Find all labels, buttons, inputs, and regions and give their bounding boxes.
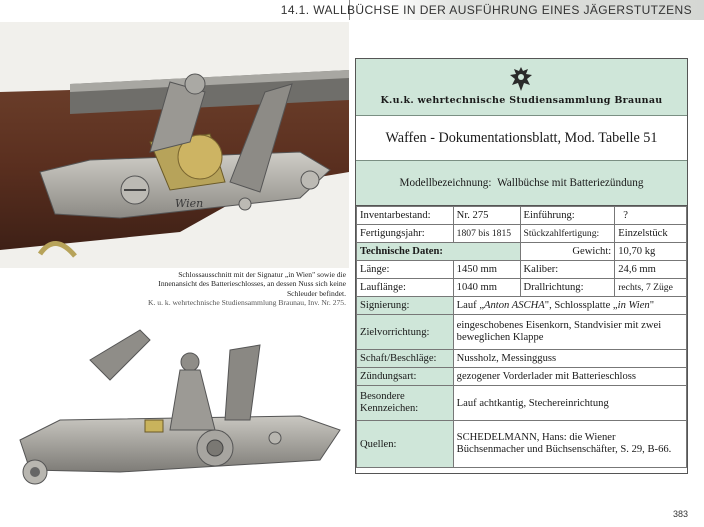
model-value: Wallbüchse mit Batteriezündung [497, 177, 644, 189]
signature-text-5: " [649, 300, 655, 311]
table-cell: 1450 mm [453, 261, 520, 279]
data-table [356, 206, 687, 468]
table-cell: rechts, 7 Züge [615, 279, 687, 297]
page-number: 383 [672, 509, 688, 519]
table-row [357, 225, 687, 243]
table-cell: 1040 mm [453, 279, 520, 297]
table-cell: Nr. 275 [453, 207, 520, 225]
table-cell: 1807 bis 1815 [453, 225, 520, 243]
form-title: Waffen - Dokumentationsblatt, Mod. Tabelle 51 [356, 116, 687, 161]
photo-caption [140, 270, 346, 308]
running-header-title: 14.1. WALLBÜCHSE IN DER AUSFÜHRUNG EINES JÄGERSTUTZENS [280, 3, 692, 17]
table-cell: Länge: [357, 261, 454, 279]
model-label: Modellbezeichnung: [399, 177, 492, 189]
institution-band [356, 59, 687, 116]
table-cell: Fertigungsjahr: [357, 225, 454, 243]
table-cell: Technische Daten: [357, 243, 521, 261]
signature-barrel-maker: Anton ASCHA [484, 300, 545, 311]
table-cell: SCHEDELMANN, Hans: die Wiener Büchsenmacher und Büchsenschäfter, S. 29, B-66. [453, 421, 686, 468]
lock-interior-illustration [0, 320, 349, 520]
table-cell: Signierung: [357, 297, 454, 315]
table-row [357, 243, 687, 261]
model-designation [356, 161, 687, 206]
table-cell: Stückzahlfertigung: [520, 225, 615, 243]
table-cell: Schaft/Beschläge: [357, 350, 454, 368]
caption-text: Schlossausschnitt mit der Signatur „in Wien" sowie die Innenansicht des Batterieschlosses, an dessen Nuss sich keine Schleuder befindet. [158, 270, 346, 298]
table-row [357, 350, 687, 368]
table-cell: Lauflänge: [357, 279, 454, 297]
table-cell: Einzelstück [615, 225, 687, 243]
table-cell: Kaliber: [520, 261, 615, 279]
table-row [357, 261, 687, 279]
table-cell: eingeschobenes Eisenkorn, Standvisier mit zwei beweglichen Klappe [453, 315, 686, 350]
double-eagle-crest-icon [508, 65, 534, 93]
table-cell: Quellen: [357, 421, 454, 468]
institution-name: K.u.k. wehrtechnische Studiensammlung Braunau [380, 95, 663, 106]
table-cell: Einführung: [520, 207, 615, 225]
table-row [357, 421, 687, 468]
signature-lock-place: in Wien [617, 300, 650, 311]
engraving-text: Wien [175, 197, 204, 210]
table-cell: Nussholz, Messingguss [453, 350, 686, 368]
table-row [357, 279, 687, 297]
table-cell: Lauf achtkantig, Stechereinrichtung [453, 386, 686, 421]
table-cell: Zündungsart: [357, 368, 454, 386]
table-cell: 10,70 kg [615, 243, 687, 261]
table-cell: Inventarbestand: [357, 207, 454, 225]
table-row [357, 386, 687, 421]
lock-exterior-photo [0, 22, 349, 268]
table-cell: gezogener Vorderlader mit Batterieschloss [453, 368, 686, 386]
table-row [357, 297, 687, 315]
table-cell [357, 386, 454, 421]
table-row [357, 207, 687, 225]
special-marks-label-2: Kennzeichen: [360, 403, 419, 414]
caption-credit: K. u. k. wehrtechnische Studiensammlung Braunau, Inv. Nr. 275. [148, 298, 346, 308]
special-marks-label-1: Besondere [360, 391, 405, 402]
table-cell [453, 297, 686, 315]
table-cell: ? [615, 207, 687, 225]
signature-text-3: ", Schlossplatte „ [544, 300, 618, 311]
table-cell: Drallrichtung: [520, 279, 615, 297]
lock-exterior-illustration [0, 22, 349, 268]
table-cell: 24,6 mm [615, 261, 687, 279]
lock-interior-photo [0, 320, 349, 520]
signature-text-1: Lauf „ [456, 300, 485, 311]
table-cell: Gewicht: [520, 243, 615, 261]
documentation-sheet [355, 58, 688, 474]
table-row [357, 368, 687, 386]
table-cell: Zielvorrichtung: [357, 315, 454, 350]
table-row [357, 315, 687, 350]
